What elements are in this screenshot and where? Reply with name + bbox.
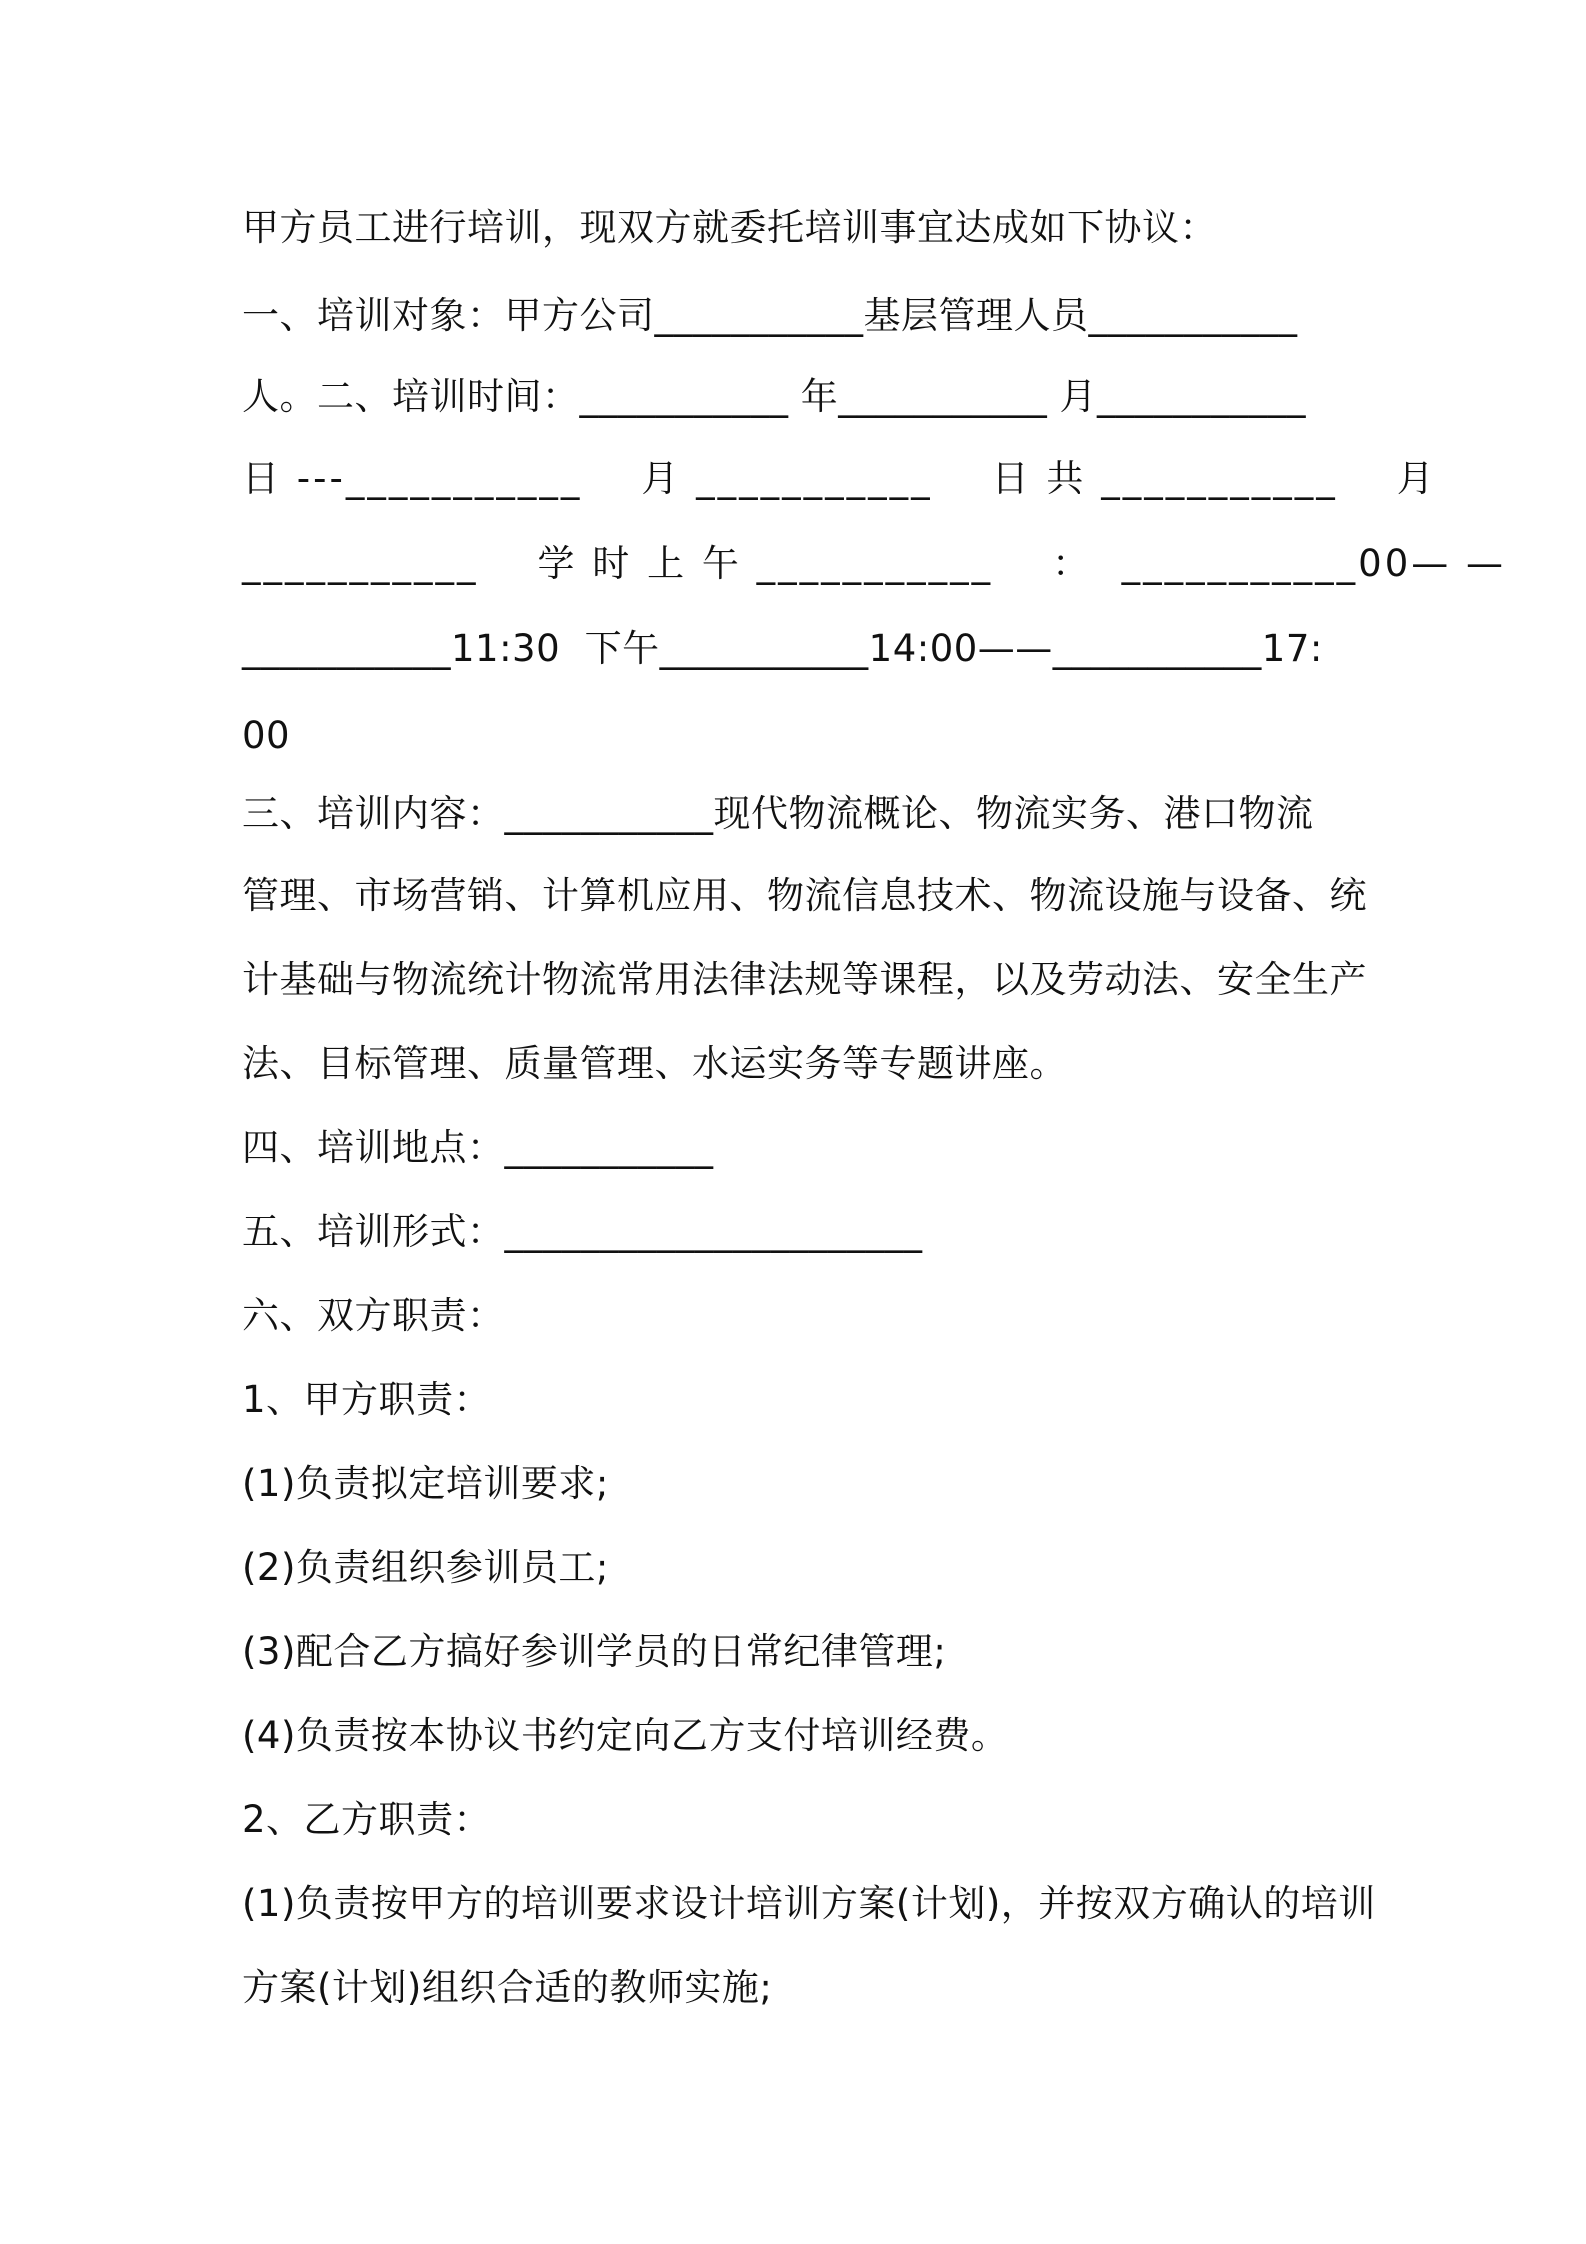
text-line: 六、双方职责：	[242, 1294, 505, 1337]
text-line: (1)负责按甲方的培训要求设计培训方案(计划)，并按双方确认的培训	[242, 1882, 1376, 1925]
text-line: 五、培训形式：______________________	[242, 1210, 923, 1253]
text-line: (4)负责按本协议书约定向乙方支付培训经费。	[242, 1714, 1009, 1757]
text-line: 管理、市场营销、计算机应用、物流信息技术、物流设施与设备、统	[242, 874, 1367, 917]
text-line: 甲方员工进行培训，现双方就委托培训事宜达成如下协议：	[242, 206, 1217, 249]
text-line: 日 ---___________ 月 ___________ 日 共 ___________ 月	[242, 457, 1437, 500]
text-line: 1、甲方职责：	[242, 1378, 492, 1421]
text-line: 方案(计划)组织合适的教师实施;	[242, 1966, 773, 2009]
text-line: 计基础与物流统计物流常用法律法规等课程，以及劳动法、安全生产	[242, 958, 1367, 1001]
text-line: (3)配合乙方搞好参训学员的日常纪律管理;	[242, 1630, 947, 1673]
text-line: 00	[242, 714, 291, 757]
text-line: 法、目标管理、质量管理、水运实务等专题讲座。	[242, 1042, 1067, 1085]
text-line: (1)负责拟定培训要求;	[242, 1462, 609, 1505]
text-line: 四、培训地点：___________	[242, 1126, 714, 1169]
text-line: 三、培训内容：___________现代物流概论、物流实务、港口物流	[242, 792, 1314, 835]
text-line: ___________11:30 下午___________14:00——___________17:	[242, 627, 1323, 670]
text-line: 一、培训对象：甲方公司___________基层管理人员___________	[242, 294, 1298, 337]
text-line: ___________ 学 时 上 午 ___________ ： ___________00— —	[242, 542, 1506, 585]
text-line: (2)负责组织参训员工;	[242, 1546, 609, 1589]
text-line: 人。二、培训时间：___________ 年___________ 月___________	[242, 375, 1307, 418]
text-line: 2、乙方职责：	[242, 1798, 492, 1841]
